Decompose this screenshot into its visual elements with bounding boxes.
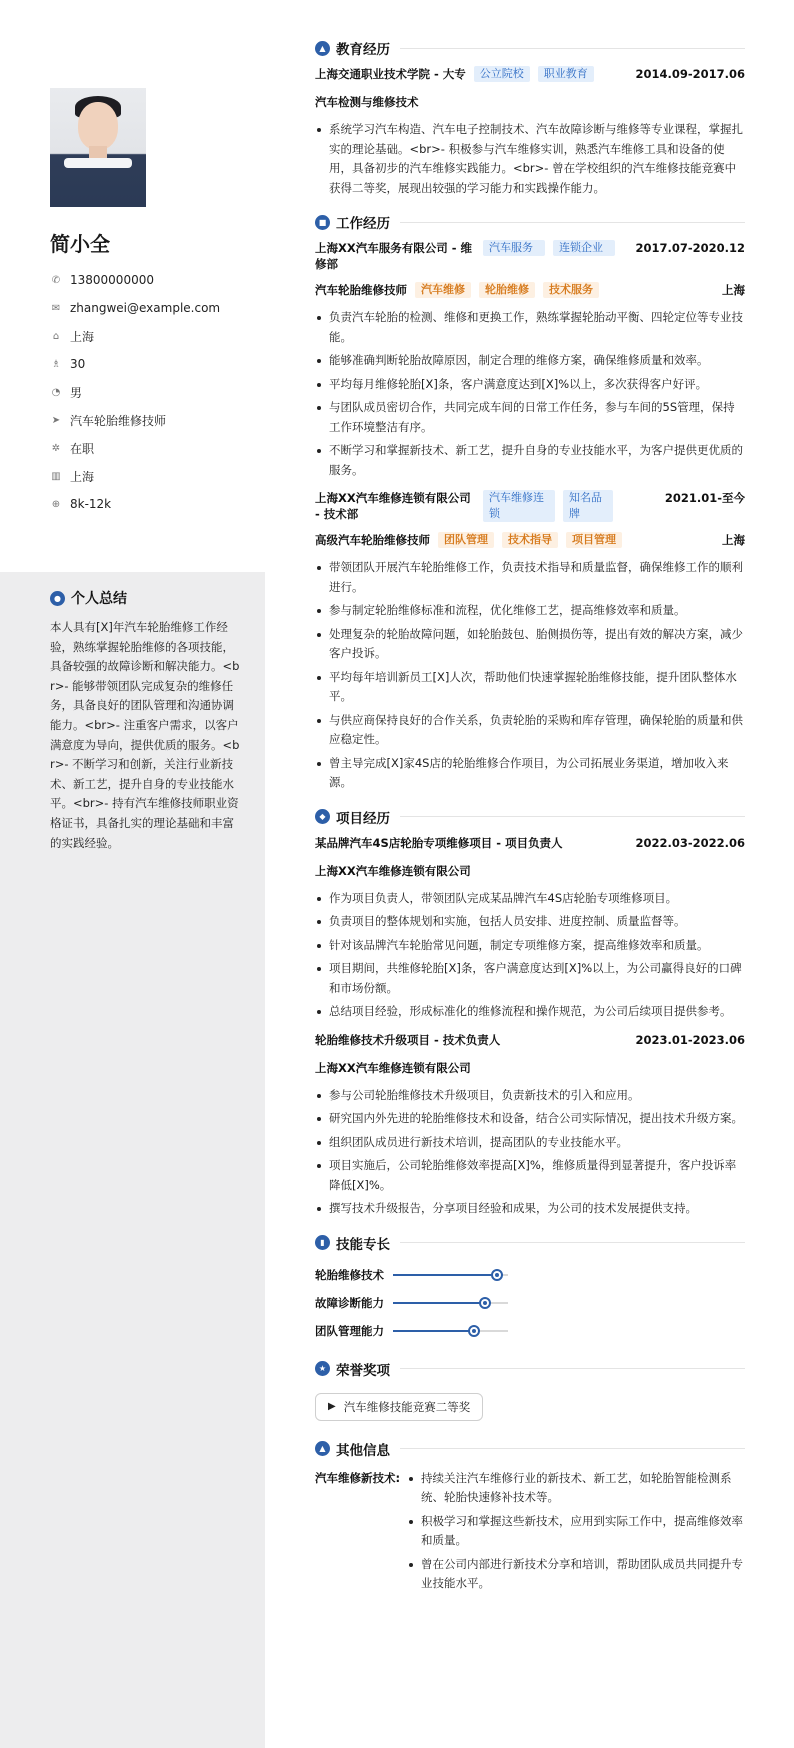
info-gender: ◔ 男 [51,385,83,400]
list-item: 参与制定轮胎维修标准和流程，优化维修工艺，提高维修效率和质量。 [315,601,745,621]
info-age: ♗ 30 [51,357,86,371]
company-tag: 知名品牌 [563,490,613,522]
skill-bar [393,1330,508,1332]
building-icon: ▥ [51,470,61,482]
skill-item [315,1317,533,1345]
salary-icon: ⊕ [51,498,61,510]
divider [400,1368,745,1369]
company-name: 上海XX汽车服务有限公司 - 维修部 [315,241,473,271]
info-job-title: ➤ 汽车轮胎维修技师 [51,413,167,428]
project-icon: ◆ [315,809,330,824]
summary-text: 本人具有[X]年汽车轮胎维修工作经验，熟练掌握轮胎维修的各项技能，具备较强的故障诊断和解决能力。<br>- 能够带领团队完成复杂的维修任务，具备良好的团队管理和沟通协调能力。<br>- 注重客户需求，以客户满意度为导向，提供优质的服务。<br>- 不断学习和创新，关注行业新技术、新工艺，提升自身的专业技能水平。<br>- 持有汽车维修技师职业资格证书，具备扎实的理论基础和丰富的实践经验。 [50,620,240,850]
work-entry [315,240,745,480]
home-icon: ⌂ [52,330,60,342]
skill-tag: 项目管理 [566,532,622,548]
info-phone: ✆ 13800000000 [51,273,154,287]
skill-bar [393,1274,508,1276]
work-date: 2021.01-至今 [664,491,745,505]
work-bullets [315,558,745,793]
education-entry [315,66,745,198]
skill-name: 轮胎维修技术 [315,1267,384,1282]
project-name: 轮胎维修技术升级项目 - 技术负责人 [315,1032,501,1047]
school-name: 上海交通职业技术学院 - 大专 [315,67,466,81]
briefcase-icon: ■ [315,215,330,230]
work-bullets [315,308,745,480]
company-tag: 汽车服务 [483,240,545,256]
list-item: 持续关注汽车维修行业的新技术、新工艺，如轮胎智能检测系统、轮胎快速修补技术等。 [407,1469,745,1508]
list-item: 参与公司轮胎维修技术升级项目，负责新技术的引入和应用。 [315,1086,745,1106]
skill-tag: 技术指导 [502,532,558,548]
work-date: 2017.07-2020.12 [635,241,745,255]
list-item: 不断学习和掌握新技术、新工艺，提升自身的专业技能水平，为客户提供更优质的服务。 [315,441,745,480]
list-item: 针对该品牌汽车轮胎常见问题，制定专项维修方案，提高维修效率和质量。 [315,936,745,956]
skill-fill [393,1302,485,1304]
divider [400,1448,745,1449]
contact-info-list [50,266,260,518]
divider [400,1242,745,1243]
info-email: ✉ zhangwei@example.com [51,301,221,315]
work-entry [315,490,745,793]
list-item: 平均每年培训新员工[X]人次，帮助他们快速掌握轮胎维修技能，提升团队整体水平。 [315,668,745,707]
project-bullets [315,1086,745,1219]
skill-knob [491,1269,503,1281]
candidate-name: 简小全 [50,232,110,256]
list-item: 积极学习和掌握这些新技术，应用到实际工作中，提高维修效率和质量。 [407,1512,745,1551]
job-city: 上海 [722,533,745,547]
skill-item [315,1289,533,1317]
company-tag: 连锁企业 [553,240,615,256]
skills-list [315,1261,745,1345]
info-salary: ⊕ 8k-12k [51,497,112,511]
bar-chart-icon: ▮ [315,1235,330,1250]
list-item: 项目实施后，公司轮胎维修效率提高[X]%，维修质量得到显著提升，客户投诉率降低[X]%。 [315,1156,745,1195]
list-item: 负责汽车轮胎的检测、维修和更换工作，熟练掌握轮胎动平衡、四轮定位等专业技能。 [315,308,745,347]
major: 汽车检测与维修技术 [315,95,419,109]
school-tag: 职业教育 [538,66,594,82]
info-status: ✲ 在职 [51,441,95,456]
job-role: 汽车轮胎维修技师 [315,283,407,297]
list-item: 系统学习汽车构造、汽车电子控制技术、汽车故障诊断与维修等专业课程，掌握扎实的理论基础。<br>- 积极参与汽车维修实训，熟悉汽车维修工具和设备的使用，具备初步的汽车维修实践能力。<br>- 曾在学校组织的汽车维修技能竞赛中获得二等奖，展现出较强的学习能力和实践操作能力。 [315,120,745,198]
skill-fill [393,1274,497,1276]
project-name: 某品牌汽车4S店轮胎专项维修项目 - 项目负责人 [315,835,563,850]
other-label: 汽车维修新技术: [315,1470,401,1485]
skill-tag: 团队管理 [438,532,494,548]
list-item: 作为项目负责人，带领团队完成某品牌汽车4S店轮胎专项维修项目。 [315,889,745,909]
divider [400,48,745,49]
play-icon: ▶ [328,1401,336,1412]
info-icon: ▲ [315,1441,330,1456]
skill-tag: 汽车维修 [415,282,471,298]
status-icon: ✲ [51,442,61,454]
project-entry [315,835,745,1022]
skill-item [315,1261,533,1289]
list-item: 与团队成员密切合作，共同完成车间的日常工作任务，参与车间的5S管理，保持工作环境整洁有序。 [315,398,745,437]
project-org: 上海XX汽车维修连锁有限公司 [315,1060,471,1075]
project-entry [315,1032,745,1219]
education-bullets [315,120,745,198]
list-item: 研究国内外先进的轮胎维修技术和设备，结合公司实际情况，提出技术升级方案。 [315,1109,745,1129]
education-heading: ▲ 教育经历 [315,38,745,58]
education-date: 2014.09-2017.06 [635,67,745,81]
skills-heading: ▮ 技能专长 [315,1233,745,1253]
gender-icon: ◔ [51,386,61,398]
list-item: 曾主导完成[X]家4S店的轮胎维修合作项目，为公司拓展业务渠道，增加收入来源。 [315,754,745,793]
other-bullets [407,1469,745,1598]
work-heading: ■ 工作经历 [315,212,745,232]
list-item: 组织团队成员进行新技术培训，提高团队的专业技能水平。 [315,1133,745,1153]
list-item: 处理复杂的轮胎故障问题，如轮胎鼓包、胎侧损伤等，提出有效的解决方案，减少客户投诉。 [315,625,745,664]
job-city: 上海 [722,283,745,297]
medal-icon: ★ [315,1361,330,1376]
skill-tag: 技术服务 [543,282,599,298]
list-item: 平均每月维修轮胎[X]条，客户满意度达到[X]%以上，多次获得客户好评。 [315,375,745,395]
projects-heading: ◆ 项目经历 [315,807,745,827]
divider [400,816,745,817]
list-item: 曾在公司内部进行新技术分享和培训，帮助团队成员共同提升专业技能水平。 [407,1555,745,1594]
school-tag: 公立院校 [474,66,530,82]
skill-tag: 轮胎维修 [479,282,535,298]
skill-name: 团队管理能力 [315,1323,384,1338]
mail-icon: ✉ [51,302,61,314]
personal-summary [50,588,240,853]
other-heading: ▲ 其他信息 [315,1439,745,1459]
skill-name: 故障诊断能力 [315,1295,384,1310]
list-item: 带领团队开展汽车轮胎维修工作，负责技术指导和质量监督，确保维修工作的顺利进行。 [315,558,745,597]
list-item: 项目期间，共维修轮胎[X]条，客户满意度达到[X]%以上，为公司赢得良好的口碑和市场份额。 [315,959,745,998]
list-item: 与供应商保持良好的合作关系，负责轮胎的采购和库存管理，确保轮胎的质量和供应稳定性。 [315,711,745,750]
skill-bar [393,1302,508,1304]
summary-heading: ● 个人总结 [50,588,240,608]
list-item: 能够准确判断轮胎故障原因，制定合理的维修方案，确保维修质量和效率。 [315,351,745,371]
send-icon: ➤ [51,414,61,426]
project-date: 2023.01-2023.06 [635,1032,745,1047]
phone-icon: ✆ [51,274,61,286]
awards-heading: ★ 荣誉奖项 [315,1359,745,1379]
avatar [50,88,146,207]
list-item: 撰写技术升级报告，分享项目经验和成果，为公司的技术发展提供支持。 [315,1199,745,1219]
project-date: 2022.03-2022.06 [635,835,745,850]
company-name: 上海XX汽车维修连锁有限公司 - 技术部 [315,491,471,521]
skill-fill [393,1330,474,1332]
divider [400,222,745,223]
skill-knob [468,1325,480,1337]
graduation-cap-icon: ▲ [315,41,330,56]
main-content [315,38,745,1598]
info-target-city: ▥ 上海 [51,469,95,484]
list-item: 总结项目经验，形成标准化的维修流程和操作规范，为公司后续项目提供参考。 [315,1002,745,1022]
age-icon: ♗ [51,358,61,370]
project-bullets [315,889,745,1022]
company-tag: 汽车维修连锁 [483,490,555,522]
job-role: 高级汽车轮胎维修技师 [315,533,430,547]
skill-knob [479,1297,491,1309]
project-org: 上海XX汽车维修连锁有限公司 [315,863,471,878]
profile-panel [0,0,265,572]
other-info [315,1469,745,1598]
user-icon: ● [50,591,65,606]
award-item: ▶ 汽车维修技能竞赛二等奖 [315,1393,483,1421]
list-item: 负责项目的整体规划和实施，包括人员安排、进度控制、质量监督等。 [315,912,745,932]
info-city: ⌂ 上海 [50,322,260,350]
